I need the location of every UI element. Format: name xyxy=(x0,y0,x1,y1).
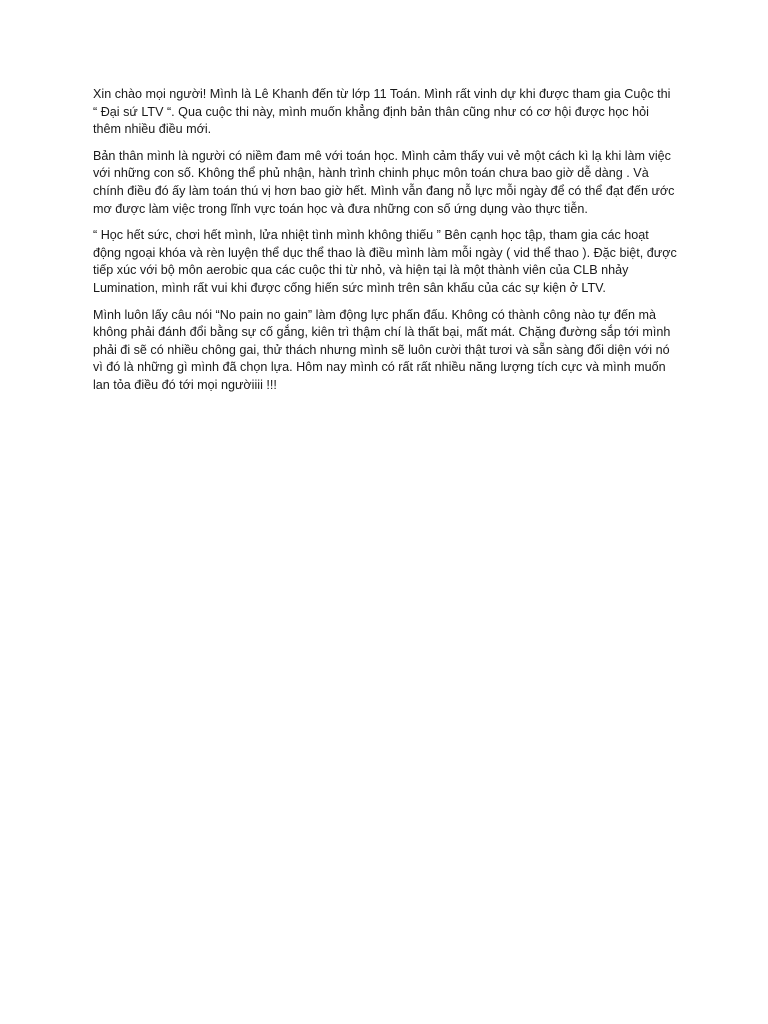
paragraph-math-passion: Bản thân mình là người có niềm đam mê với toán học. Mình cảm thấy vui vẻ một cách kì lạ khi làm việc với những con số. Không thể phủ nhận, hành trình chinh phục môn toán chưa bao giờ dễ dàng . Và chính điều đó ấy làm toán thú vị hơn bao giờ hết. Mình vẫn đang nỗ lực mỗi ngày để có thể đạt đến ước mơ được làm việc trong lĩnh vực toán học và đưa những con số ứng dụng vào thực tiễn. xyxy=(93,148,675,216)
paragraph-introduction: Xin chào mọi người! Mình là Lê Khanh đến từ lớp 11 Toán. Mình rất vinh dự khi được tham gia Cuộc thi “ Đại sứ LTV “. Qua cuộc thi này, mình muốn khẳng định bản thân cũng như có cơ hội được học hỏi thêm nhiều điều mới. xyxy=(93,87,671,137)
paragraph-motto: Mình luôn lấy câu nói “No pain no gain” làm động lực phấn đấu. Không có thành công nào tự đến mà không phải đánh đổi bằng sự cố gắng, kiên trì thậm chí là thất bại, mất mát. Chặng đường sắp tới mình phải đi sẽ có nhiều chông gai, thử thách nhưng mình sẽ luôn cười thật tươi và sẵn sàng đối diện với nó vì đó là những gì mình đã chọn lựa. Hôm nay mình có rất rất nhiều năng lượng tích cực và mình muốn lan tỏa điều đó tới mọi ngườiiii !!! xyxy=(93,307,671,392)
paragraph-activities: “ Học hết sức, chơi hết mình, lửa nhiệt tình mình không thiếu ” Bên cạnh học tập, tham gia các hoạt động ngoại khóa và rèn luyện thể dục thể thao là điều mình làm mỗi ngày ( vid thể thao ). Đặc biệt, được tiếp xúc với bộ môn aerobic qua các cuộc thi từ nhỏ, và hiện tại là một thành viên của CLB nhảy Lumination, mình rất vui khi được cống hiến sức mình trên sân khấu của các sự kiện ở LTV. xyxy=(93,228,677,295)
document-body xyxy=(93,86,678,404)
